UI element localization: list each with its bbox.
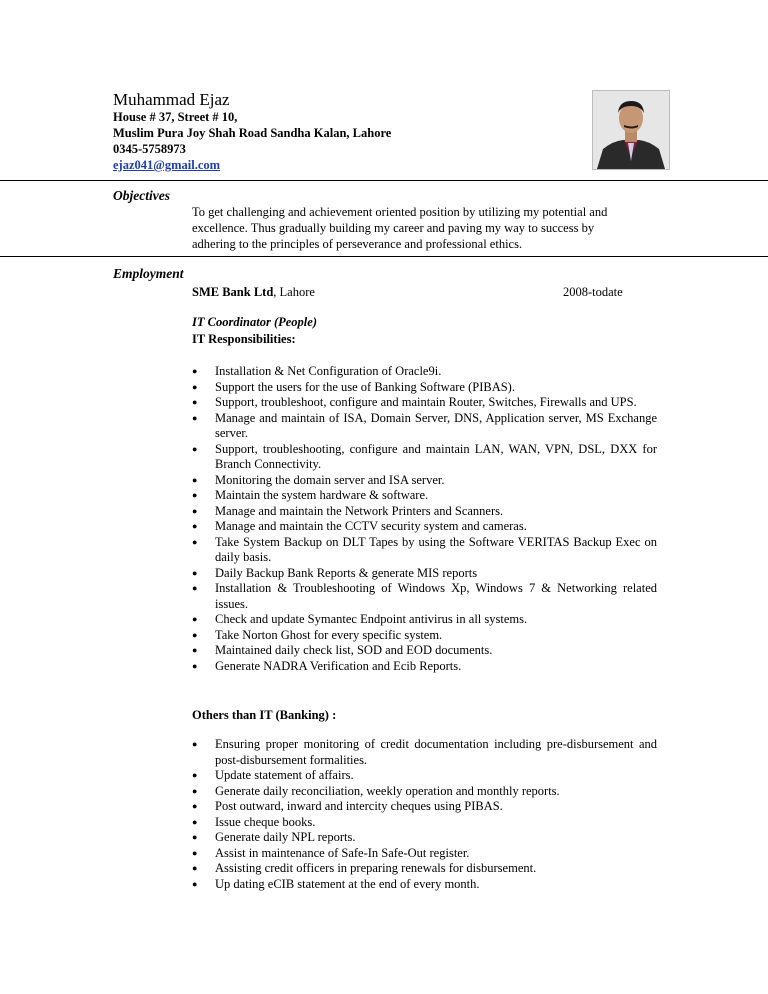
it-responsibilities-heading: IT Responsibilities: bbox=[192, 332, 296, 346]
list-item: ● Assisting credit officers in preparing renewals for disbursement. bbox=[192, 861, 537, 875]
list-item: ● Up dating eCIB statement at the end of every month. bbox=[192, 876, 480, 891]
list-item: ● Issue cheque books. bbox=[192, 814, 316, 829]
list-item: ● Monitoring the domain server and ISA server. bbox=[192, 472, 445, 487]
bullet-icon: ● bbox=[192, 381, 198, 392]
person-photo-icon bbox=[593, 91, 669, 169]
bullet-icon: ● bbox=[192, 785, 198, 796]
employment-title: Employment bbox=[113, 266, 184, 281]
company-location: , Lahore bbox=[273, 285, 315, 299]
list-item: ● Generate daily reconciliation, weekly operation and monthly reports. bbox=[192, 783, 560, 798]
bullet-icon: ● bbox=[192, 739, 198, 749]
bullet-icon: ● bbox=[192, 847, 198, 858]
bullet-icon: ● bbox=[192, 583, 198, 593]
employment-period: 2008-todate bbox=[563, 285, 623, 299]
employer bbox=[192, 284, 315, 300]
list-item: ● Manage and maintain of ISA, Domain Server, DNS, Application server, MS Exchange server. bbox=[192, 410, 657, 440]
list-item: ● Ensuring proper monitoring of credit documentation including pre-disbursement and post-disbursement formalities. bbox=[192, 737, 657, 767]
list-item: ● Take System Backup on DLT Tapes by using the Software VERITAS Backup Exec on daily basis. bbox=[192, 534, 657, 564]
list-item: ● Support, troubleshooting, configure and maintain LAN, WAN, VPN, DSL, DXX for Branch Connectivity. bbox=[192, 441, 657, 471]
list-item: ● Assist in maintenance of Safe-In Safe-Out register. bbox=[192, 845, 470, 860]
address-line-1: House # 37, Street # 10, bbox=[113, 110, 238, 124]
bullet-icon: ● bbox=[192, 397, 198, 407]
email-link[interactable]: ejaz041@gmail.com bbox=[113, 158, 221, 172]
list-item: ● Manage and maintain the Network Printers and Scanners. bbox=[192, 503, 504, 518]
list-item: ● Installation & Troubleshooting of Windows Xp, Windows 7 & Networking related issues. bbox=[192, 581, 657, 611]
profile-photo bbox=[592, 90, 670, 170]
job-role: IT Coordinator (People) bbox=[192, 315, 317, 329]
bullet-icon: ● bbox=[192, 645, 198, 655]
bullet-icon: ● bbox=[192, 521, 198, 531]
bullet-icon: ● bbox=[192, 832, 198, 842]
others-list bbox=[192, 737, 657, 892]
list-item: ● Update statement of affairs. bbox=[192, 768, 354, 782]
list-item: ● Daily Backup Bank Reports & generate MIS reports bbox=[192, 565, 478, 580]
list-item: ● Support the users for the use of Banking Software (PIBAS). bbox=[192, 379, 515, 394]
phone-number: 0345-5758973 bbox=[113, 142, 186, 156]
objectives-text bbox=[192, 204, 642, 252]
bullet-icon: ● bbox=[192, 614, 198, 624]
bullet-icon: ● bbox=[192, 660, 198, 671]
bullet-icon: ● bbox=[192, 474, 198, 485]
list-item: ● Generate NADRA Verification and Ecib Reports. bbox=[192, 658, 462, 673]
objectives-line: adhering to the principles of perseverance and professional ethics. bbox=[192, 237, 523, 251]
it-responsibilities-list bbox=[192, 364, 657, 674]
objectives-divider bbox=[0, 256, 768, 257]
bullet-icon: ● bbox=[192, 366, 198, 376]
objectives-line: To get challenging and achievement oriented position by utilizing my potential and bbox=[192, 205, 608, 219]
objectives-title: Objectives bbox=[113, 188, 170, 203]
bullet-icon: ● bbox=[192, 412, 198, 423]
list-item: ● Take Norton Ghost for every specific system. bbox=[192, 627, 443, 642]
bullet-icon: ● bbox=[192, 567, 198, 578]
candidate-name: Muhammad Ejaz bbox=[113, 90, 230, 109]
list-item: ● Manage and maintain the CCTV security system and cameras. bbox=[192, 519, 527, 533]
bullet-icon: ● bbox=[192, 878, 198, 889]
list-item: ● Generate daily NPL reports. bbox=[192, 830, 356, 844]
others-heading: Others than IT (Banking) : bbox=[192, 708, 337, 722]
list-item: ● Installation & Net Configuration of Oracle9i. bbox=[192, 364, 442, 378]
company-name: SME Bank Ltd bbox=[192, 285, 274, 299]
list-item: ● Check and update Symantec Endpoint antivirus in all systems. bbox=[192, 612, 528, 626]
header-divider bbox=[0, 180, 768, 181]
bullet-icon: ● bbox=[192, 863, 198, 873]
bullet-icon: ● bbox=[192, 816, 198, 827]
objectives-line: excellence. Thus gradually building my career and paving my way to success by bbox=[192, 221, 595, 235]
bullet-icon: ● bbox=[192, 490, 198, 500]
list-item: ● Post outward, inward and intercity cheques using PIBAS. bbox=[192, 799, 503, 813]
bullet-icon: ● bbox=[192, 536, 198, 547]
bullet-icon: ● bbox=[192, 505, 198, 516]
bullet-icon: ● bbox=[192, 801, 198, 811]
list-item: ● Maintained daily check list, SOD and EOD documents. bbox=[192, 643, 493, 657]
bullet-icon: ● bbox=[192, 770, 198, 780]
bullet-icon: ● bbox=[192, 443, 198, 454]
address-line-2: Muslim Pura Joy Shah Road Sandha Kalan, Lahore bbox=[113, 126, 392, 140]
list-item: ● Maintain the system hardware & software. bbox=[192, 488, 429, 502]
bullet-icon: ● bbox=[192, 629, 198, 640]
list-item: ● Support, troubleshoot, configure and maintain Router, Switches, Firewalls and UPS. bbox=[192, 395, 637, 409]
